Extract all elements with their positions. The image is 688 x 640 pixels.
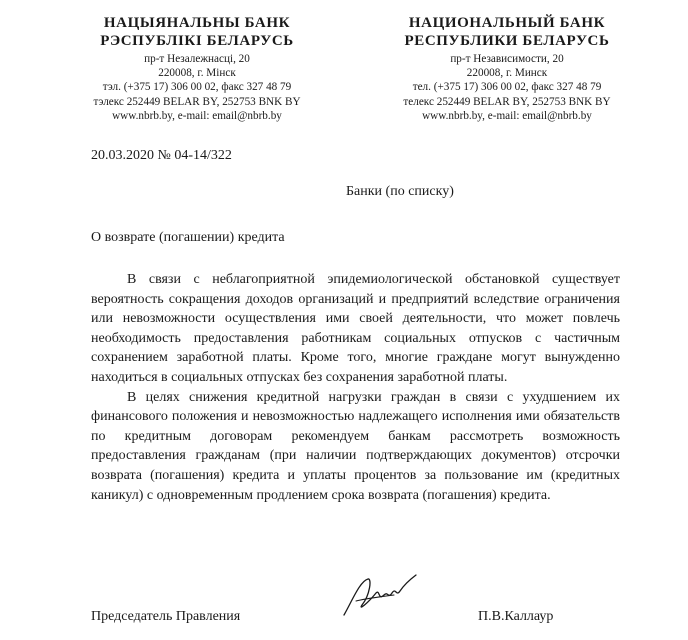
bank-name-by-line1: НАЦЫЯНАЛЬНЫ БАНК xyxy=(103,15,291,31)
city-by: 220008, г. Мінск xyxy=(158,67,236,80)
web-by: www.nbrb.by, e-mail: email@nbrb.by xyxy=(112,109,282,122)
letterhead-russian xyxy=(357,14,657,123)
signatory-title: Председатель Правления xyxy=(91,609,241,624)
bank-name-ru-line1: НАЦИОНАЛЬНЫЙ БАНК xyxy=(408,15,606,31)
body-paragraph-1: В связи с неблагоприятной эпидемиологической обстановкой существует вероятность сокращения доходов организаций и предприятий вследствие ограничения или невозможности осуществления ими своей деятельности, что может повлечь необходимость предоставления работникам социальных отпусков с частичным сохранением заработной платы. Кроме того, многие граждане могут вынужденно находиться в социальных отпусках без сохранения заработной платы. xyxy=(91,272,620,385)
signatory-name: П.В.Каллаур xyxy=(478,609,554,624)
body-paragraph-2: В целях снижения кредитной нагрузки граждан в связи с ухудшением их финансового положения и невозможностью надлежащего исполнения ими обязательств по кредитным договорам рекомендуем банкам рассмотреть возможность предоставления гражданам (при наличии подтверждающих документов) отсрочки возврата (погашения) кредита и уплаты процентов за пользование им (кредитных каникул) с одновременным продлением срока возврата (погашения) кредита. xyxy=(91,389,620,503)
letter-body xyxy=(91,270,620,505)
handwritten-signature xyxy=(338,571,422,621)
subject-line: О возврате (погашении) кредита xyxy=(91,230,285,245)
letterhead-belarusian xyxy=(47,14,347,123)
document-reference: 20.03.2020 № 04-14/322 xyxy=(91,148,232,163)
phone-by: тэл. (+375 17) 306 00 02, факс 327 48 79 xyxy=(102,81,292,94)
address-ru: пр-т Независимости, 20 xyxy=(450,53,564,65)
city-ru: 220008, г. Минск xyxy=(466,67,548,80)
web-ru: www.nbrb.by, e-mail: email@nbrb.by xyxy=(422,109,592,122)
telex-ru: телекс 252449 BELAR BY, 252753 BNK BY xyxy=(403,95,611,108)
telex-by: тэлекс 252449 BELAR BY, 252753 BNK BY xyxy=(93,95,301,108)
address-by: пр-т Незалежнасці, 20 xyxy=(144,53,250,65)
phone-ru: тел. (+375 17) 306 00 02, факс 327 48 79 xyxy=(412,81,602,94)
addressee: Банки (по списку) xyxy=(346,184,454,199)
bank-name-by-line2: РЭСПУБЛІКІ БЕЛАРУСЬ xyxy=(100,33,294,49)
bank-name-ru-line2: РЕСПУБЛИКИ БЕЛАРУСЬ xyxy=(404,33,610,49)
